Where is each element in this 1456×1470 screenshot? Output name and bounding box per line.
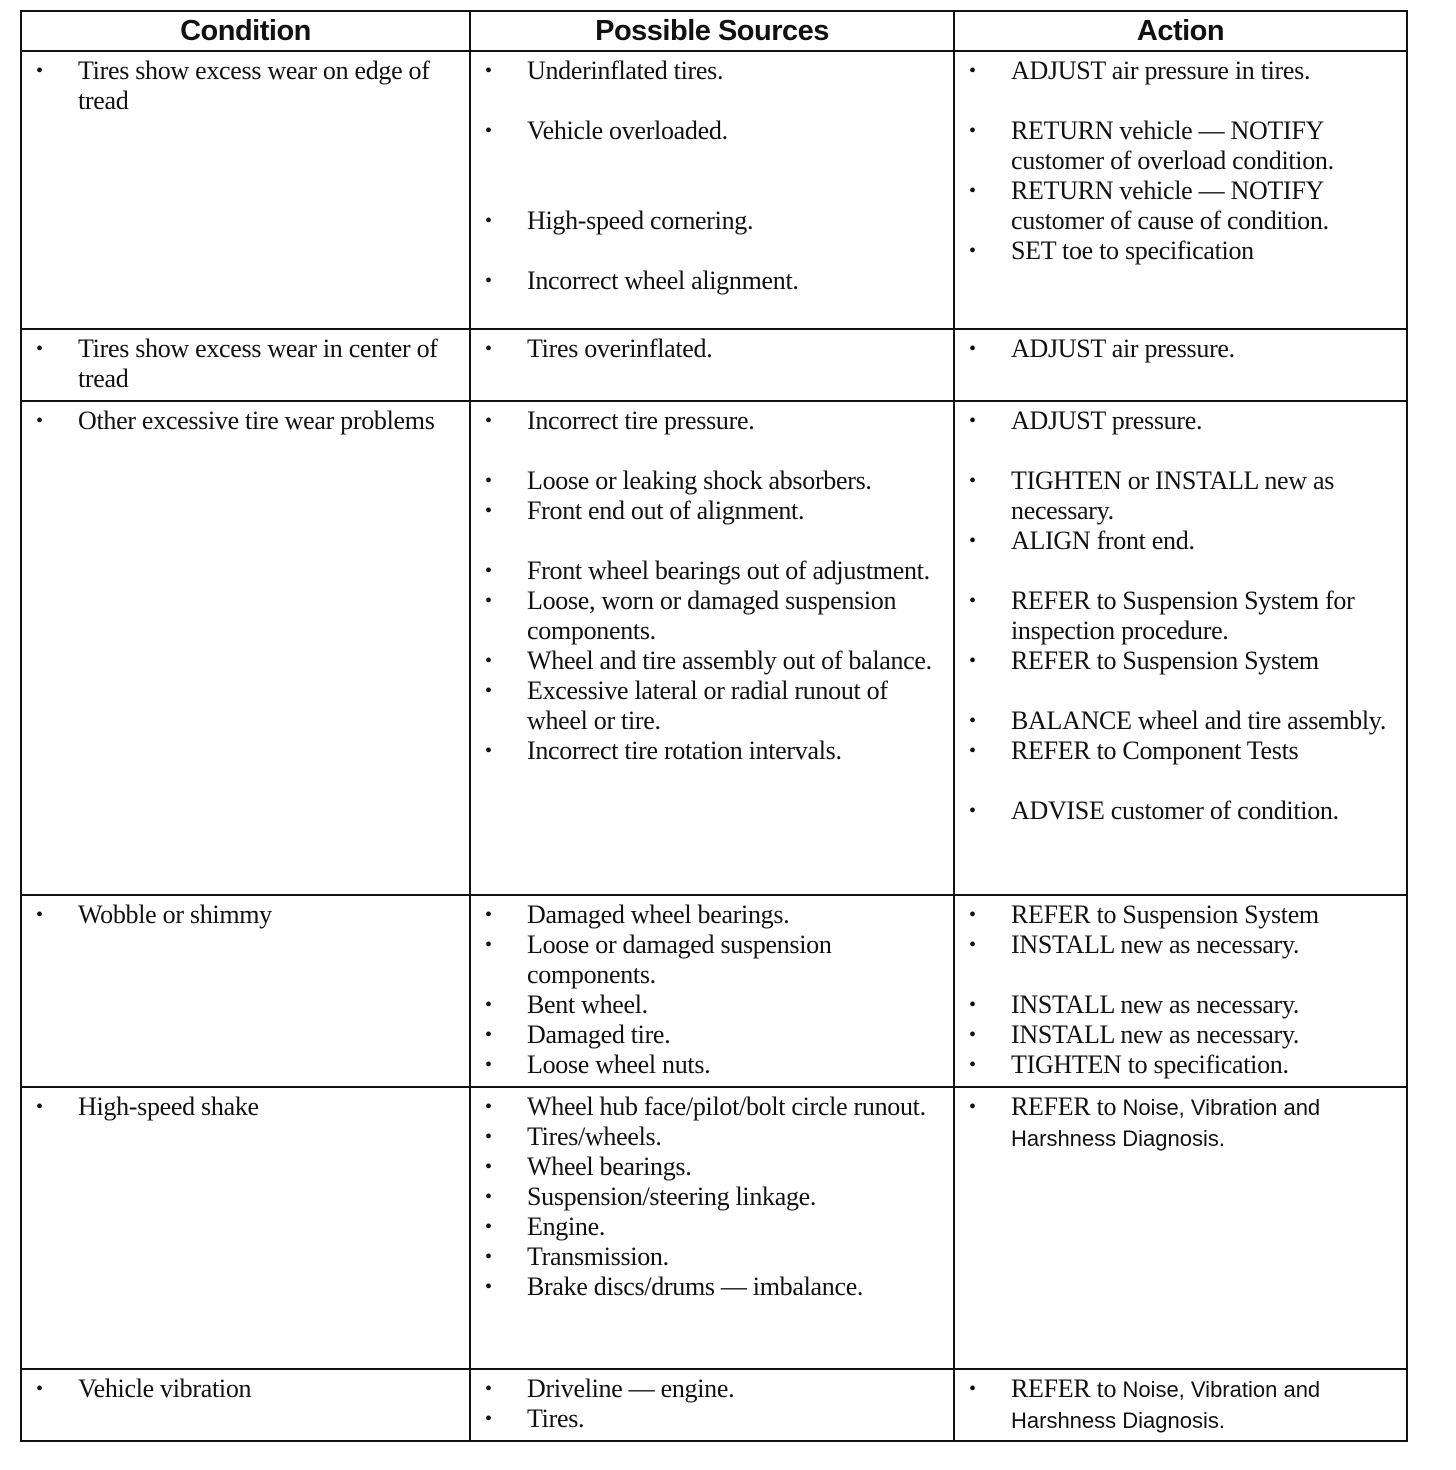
source-item: • Damaged wheel bearings. [471,900,953,930]
action-item [955,1092,1406,1154]
source-item: • Tires. [471,1404,953,1434]
source-item: • Incorrect wheel alignment. [471,266,953,296]
source-item: • High-speed cornering. [471,206,953,236]
condition-text: • Vehicle vibration [22,1374,469,1404]
sources-cell [470,401,954,895]
action-item: • INSTALL new as necessary. [955,1020,1406,1050]
source-item: • Wheel bearings. [471,1152,953,1182]
source-item: • Loose or damaged suspension components. [471,930,953,990]
source-item: • Underinflated tires. [471,56,953,86]
action-reference: Noise, Vibration and Harshness Diagnosis. [1011,1095,1321,1151]
action-cell [954,1369,1407,1441]
condition-cell [21,1087,470,1369]
sources-cell [470,1369,954,1441]
action-item: • ADJUST air pressure in tires. [955,56,1406,86]
header-action: Action [954,11,1407,51]
action-item: • REFER to Suspension System [955,646,1406,676]
condition-text: • Other excessive tire wear problems [22,406,469,436]
action-cell [954,401,1407,895]
condition-cell [21,895,470,1087]
sources-cell [470,329,954,401]
action-item: • REFER to Suspension System [955,900,1406,930]
sources-cell [470,895,954,1087]
condition-text: • High-speed shake [22,1092,469,1122]
source-item: • Front wheel bearings out of adjustment. [471,556,953,586]
source-item: • Front end out of alignment. [471,496,953,526]
action-item: • REFER to Suspension System for inspection procedure. [955,586,1406,646]
source-item: • Engine. [471,1212,953,1242]
action-cell [954,329,1407,401]
source-item: • Transmission. [471,1242,953,1272]
source-item: • Excessive lateral or radial runout of wheel or tire. [471,676,953,736]
condition-text: • Tires show excess wear on edge of tread [22,56,469,116]
condition-cell [21,401,470,895]
action-item: • ADJUST pressure. [955,406,1406,436]
source-item: • Loose, worn or damaged suspension components. [471,586,953,646]
source-item: • Loose wheel nuts. [471,1050,953,1080]
action-item: • INSTALL new as necessary. [955,990,1406,1020]
tire-diagnosis-table [20,10,1408,1442]
source-item: • Vehicle overloaded. [471,116,953,146]
table-row [21,401,1407,895]
action-item [955,1374,1406,1436]
condition-text: • Wobble or shimmy [22,900,469,930]
table-row [21,895,1407,1087]
action-item: • ALIGN front end. [955,526,1406,556]
table-row [21,329,1407,401]
source-item: • Wheel and tire assembly out of balance. [471,646,953,676]
action-item: • RETURN vehicle — NOTIFY customer of overload condition. [955,116,1406,176]
condition-cell [21,329,470,401]
table-row [21,51,1407,329]
source-item: • Bent wheel. [471,990,953,1020]
sources-cell [470,51,954,329]
source-item: • Suspension/steering linkage. [471,1182,953,1212]
table-row [21,1087,1407,1369]
action-item: • TIGHTEN to specification. [955,1050,1406,1080]
action-item: • INSTALL new as necessary. [955,930,1406,960]
source-item: • Wheel hub face/pilot/bolt circle runout. [471,1092,953,1122]
table-row [21,1369,1407,1441]
header-possible-sources: Possible Sources [470,11,954,51]
condition-cell [21,1369,470,1441]
header-condition: Condition [21,11,470,51]
action-reference: Noise, Vibration and Harshness Diagnosis. [1011,1377,1321,1433]
action-item: • BALANCE wheel and tire assembly. [955,706,1406,736]
action-item: • TIGHTEN or INSTALL new as necessary. [955,466,1406,526]
action-cell [954,51,1407,329]
action-lead: REFER to [1011,1092,1117,1121]
action-item: • ADVISE customer of condition. [955,796,1406,826]
action-item: • ADJUST air pressure. [955,334,1406,364]
source-item: • Tires overinflated. [471,334,953,364]
action-item: • REFER to Component Tests [955,736,1406,766]
condition-text: • Tires show excess wear in center of tread [22,334,469,394]
source-item: • Tires/wheels. [471,1122,953,1152]
source-item: • Loose or leaking shock absorbers. [471,466,953,496]
action-lead: REFER to [1011,1374,1117,1403]
action-item: • SET toe to specification [955,236,1406,266]
header-row [21,11,1407,51]
source-item: • Incorrect tire rotation intervals. [471,736,953,766]
condition-cell [21,51,470,329]
sources-cell [470,1087,954,1369]
action-item: • RETURN vehicle — NOTIFY customer of cause of condition. [955,176,1406,236]
source-item: • Brake discs/drums — imbalance. [471,1272,953,1302]
source-item: • Driveline — engine. [471,1374,953,1404]
action-cell [954,1087,1407,1369]
action-cell [954,895,1407,1087]
source-item: • Incorrect tire pressure. [471,406,953,436]
source-item: • Damaged tire. [471,1020,953,1050]
